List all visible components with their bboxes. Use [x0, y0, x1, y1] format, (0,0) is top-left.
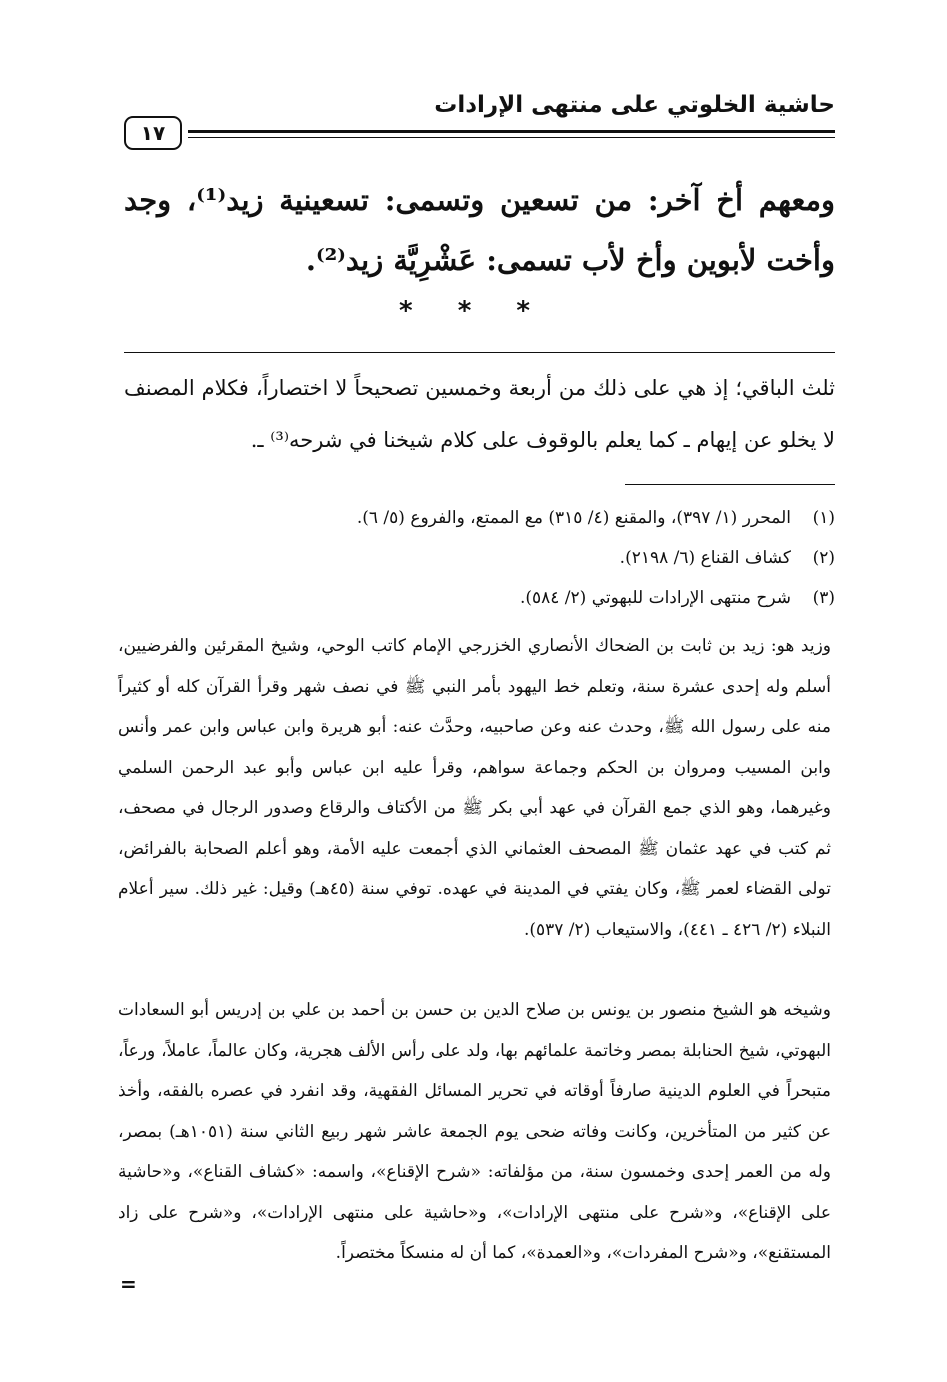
continuation-paragraph: ثلث الباقي؛ إذ هي على ذلك من أربعة وخمسين تصحيحاً لا اختصاراً، فكلام المصنف لا يخلو عن إيهام ـ كما يعلم بالوقوف على كلام شيخنا في شرحه⁽³⁾ ـ.: [124, 376, 835, 452]
footnote-number: (١): [812, 508, 835, 528]
footnote-text: شرح منتهى الإرادات للبهوتي (٢/ ٥٨٤).: [519, 588, 791, 608]
continuation-mark: =: [120, 1272, 137, 1296]
footnote-divider: [625, 484, 835, 485]
footnote-biography-shaykh: وشيخه هو الشيخ منصور بن يونس بن صلاح الدين بن حسن بن أحمد بن علي بن إدريس أبو السعادات البهوتي، شيخ الحنابلة بمصر وخاتمة علمائهم بها، ولد على رأس الألف هجرية، وكان عالماً، عاملاً، ورعاً، متبحراً في العلوم الدينية صارفاً أوقاته في تحرير المسائل الفقهية، وقد انفرد في عصره بالفقه، وأخذ عن كثير من المتأخرين، وكانت وفاته ضحى يوم الجمعة عاشر شهر ربيع الثاني سنة (١٠٥١هـ) بمصر، وله من العمر إحدى وخمسون سنة، من مؤلفاته: «شرح الإقناع»، واسمه: «كشاف القناع»، و«حاشية على الإقناع»، و«شرح على منتهى الإرادات»، و«حاشية على منتهى الإرادات»، و«شرح على زاد المستقنع»، و«شرح المفردات»، و«العمدة»، كما أن له منسكاً مختصراً.: [118, 1000, 832, 1263]
footnote-number: (٣): [812, 588, 835, 608]
header-rule-thick: [188, 130, 835, 133]
running-header-title: حاشية الخلوتي على منتهى الإرادات: [434, 92, 835, 118]
footnote-number: (٢): [812, 548, 835, 568]
footnote-biography-zaid: وزيد هو: زيد بن ثابت بن الضحاك الأنصاري الخزرجي الإمام كاتب الوحي، وشيخ المقرئين والفرضيين، أسلم وله إحدى عشرة سنة، وتعلم خط اليهود بأمر النبي ﷺ في نصف شهر وقرأ القرآن كله أو كثيراً منه على رسول الله ﷺ، وحدث عنه وعن صاحبيه، وحدَّث عنه: أبو هريرة وابن عباس وابن عمر وأنس وابن المسيب ومروان بن الحكم وجماعة سواهم، وقرأ عليه ابن عباس وأبو عبد الرحمن السلمي وغيرهما، وهو الذي جمع القرآن في عهد أبي بكر ﷺ من الأكتاف والرقاع وصدور الرجال في مصحف، ثم كتب في عهد عثمان ﷺ المصحف العثماني الذي أجمعت عليه الأمة، وهو أعلم الصحابة بالفرائض، تولى القضاء لعمر ﷺ، وكان يفتي في المدينة في عهده. توفي سنة (٤٥هـ) وقيل: غير ذلك. سير أعلام النبلاء (٢/ ٤٢٦ ـ ٤٤١)، والاستيعاب (٢/ ٥٣٧).: [118, 636, 831, 940]
footnote-2: [124, 538, 835, 578]
footnote-list: [124, 498, 835, 618]
footnote-3: [124, 578, 835, 618]
section-separator: * * *: [399, 296, 548, 326]
text-divider: [124, 352, 835, 353]
footnote-text: المحرر (١/ ٣٩٧)، والمقنع (٤/ ٣١٥) مع الممتع، والفروع (٥/ ٦).: [356, 508, 791, 528]
main-paragraph: ومعهم أخ آخر: من تسعين وتسمى: تسعينية زيد⁽¹⁾، وجد وأخت لأبوين وأخ لأب تسمى: عَشْرِيَّة زيد⁽²⁾.: [124, 183, 835, 277]
footnote-1: [124, 498, 835, 538]
footnote-text: كشاف القناع (٦/ ٢١٩٨).: [619, 548, 791, 568]
page-number: ١٧: [124, 116, 182, 150]
header-rule-thin: [188, 137, 835, 138]
